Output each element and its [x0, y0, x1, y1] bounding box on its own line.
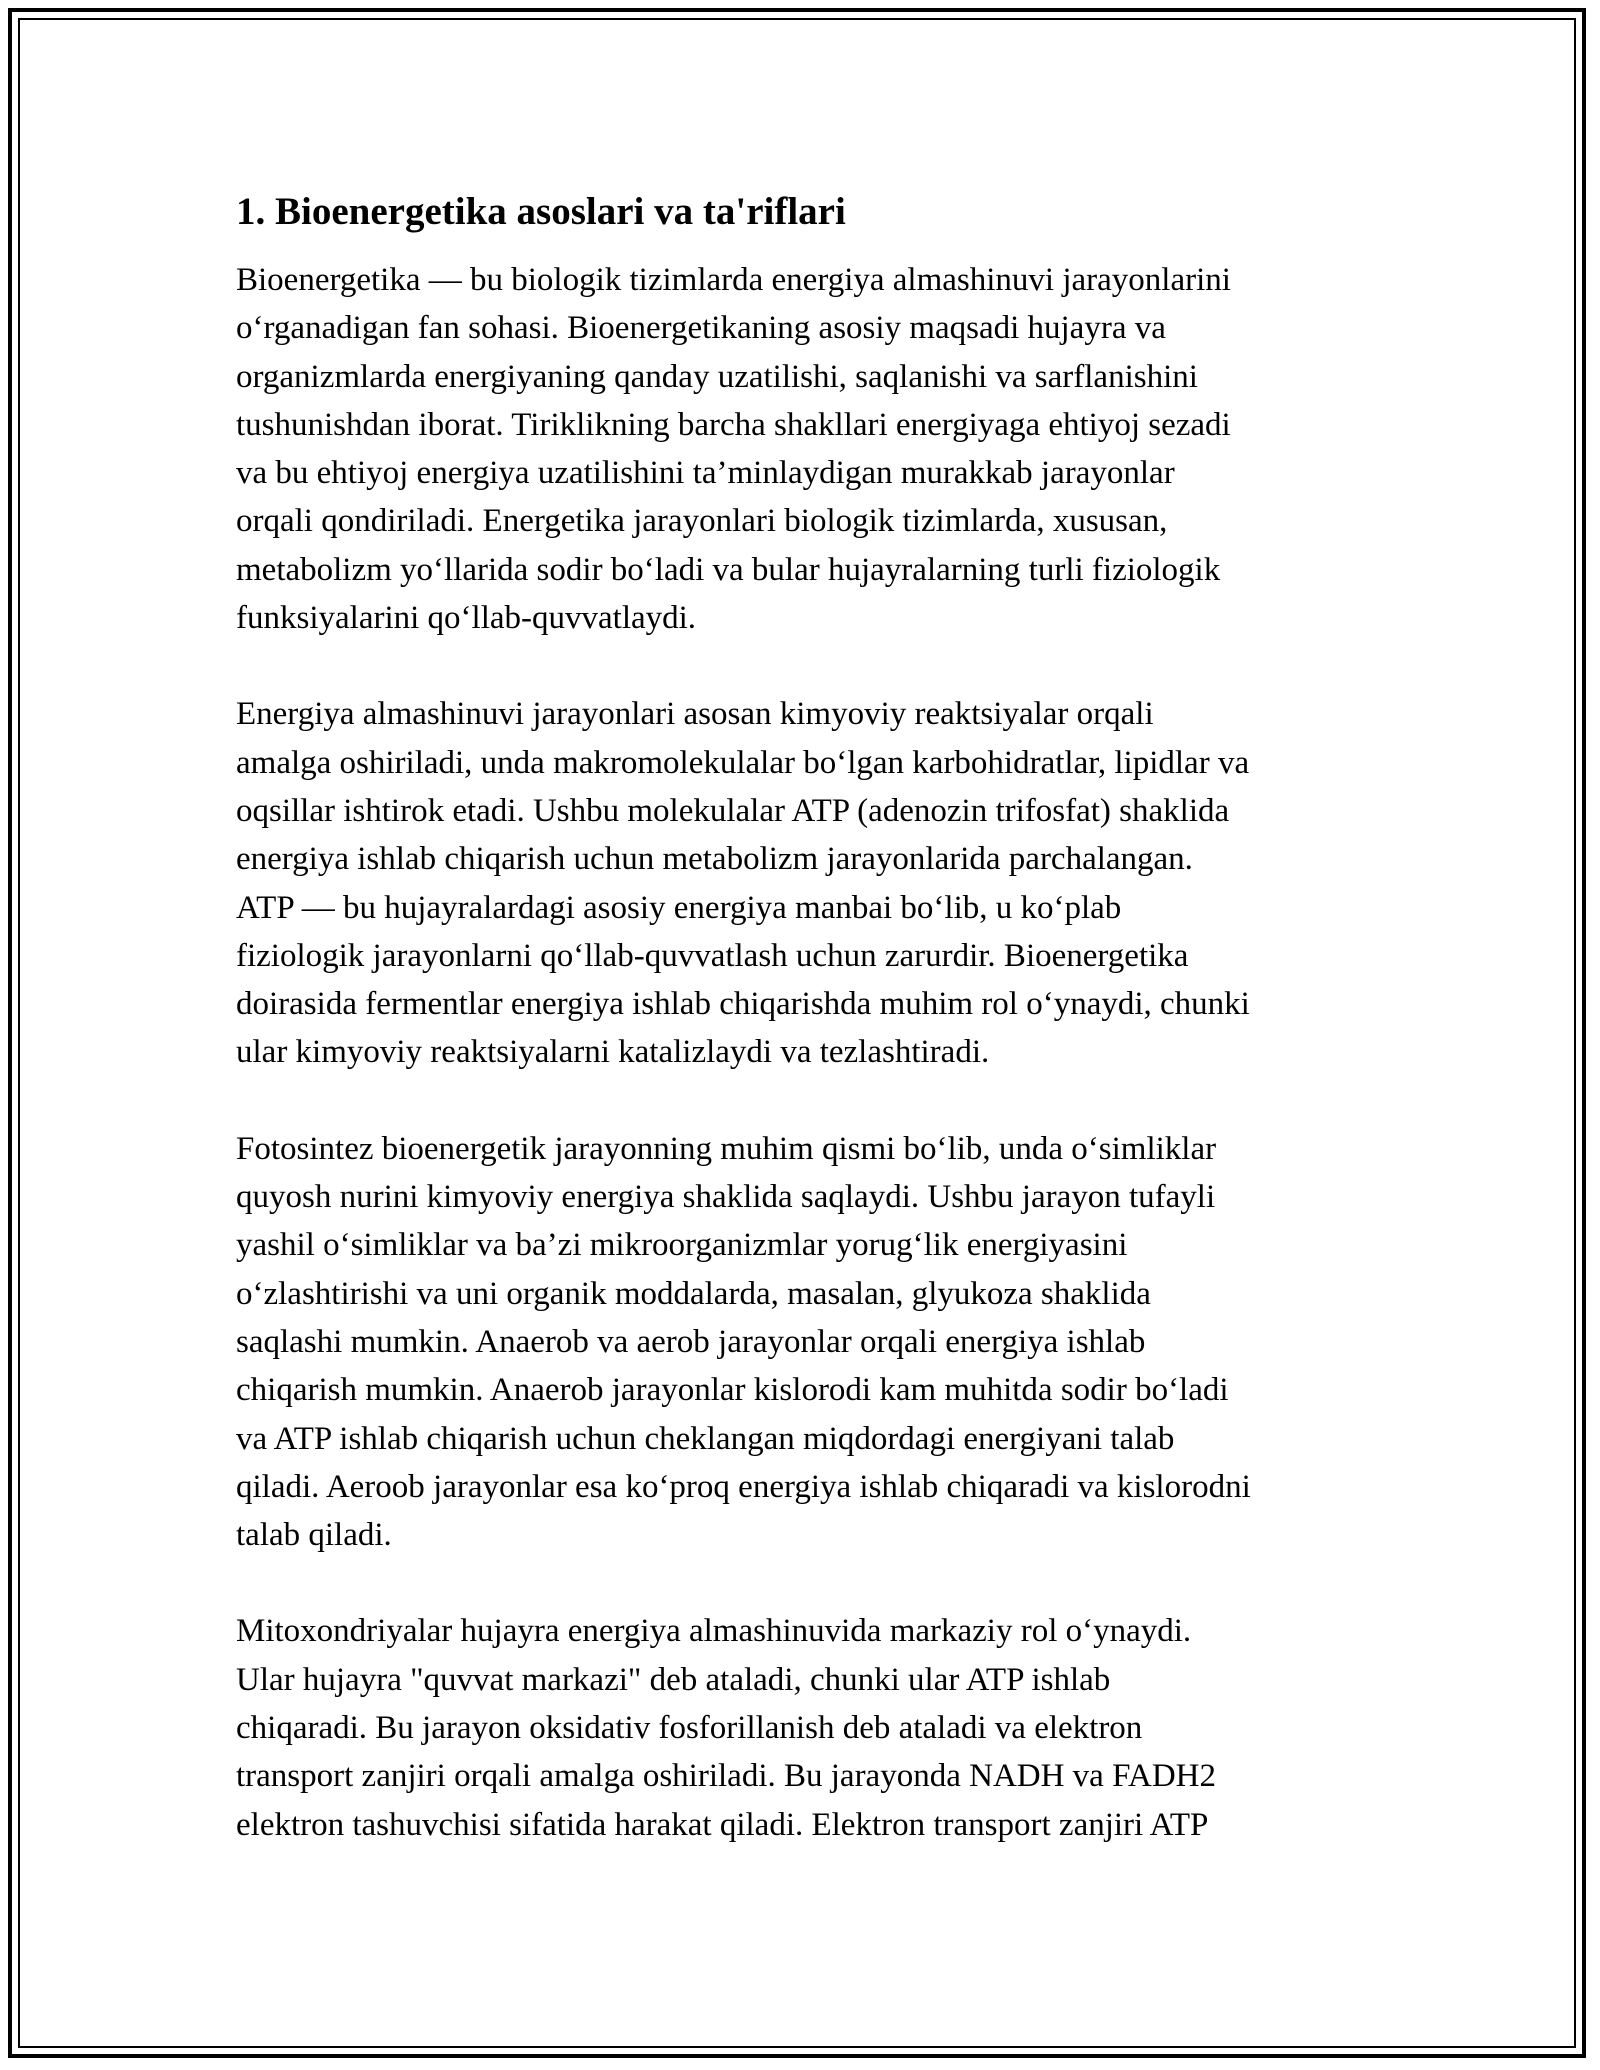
text-line: energiya ishlab chiqarish uchun metabolizm jarayonlarida parchalangan. — [236, 841, 1193, 878]
paragraph-3 — [236, 1125, 1376, 1560]
text-line: talab qiladi. — [236, 1517, 392, 1554]
text-line: organizmlarda energiyaning qanday uzatilishi, saqlanishi va sarflanishini — [236, 358, 1198, 395]
text-line: Bioenergetika — bu biologik tizimlarda energiya almashinuvi jarayonlarini — [236, 262, 1231, 298]
text-line: orqali qondiriladi. Energetika jarayonlari biologik tizimlarda, xususan, — [236, 503, 1168, 540]
text-line: quyosh nurini kimyoviy energiya shaklida saqlaydi. Ushbu jarayon tufayli — [236, 1179, 1216, 1216]
text-line: oqsillar ishtirok etadi. Ushbu molekulalar ATP (adenozin trifosfat) shaklida — [236, 792, 1230, 829]
text-line: chiqarish mumkin. Anaerob jarayonlar kislorodi kam muhitda sodir bo‘ladi — [236, 1372, 1229, 1409]
text-line: ular kimyoviy reaktsiyalarni katalizlaydi va tezlashtiradi. — [236, 1034, 990, 1071]
text-line: Energiya almashinuvi jarayonlari asosan kimyoviy reaktsiyalar orqali — [236, 696, 1154, 733]
section-title: 1. Bioenergetika asoslari va ta'riflari — [236, 190, 846, 233]
text-line: ATP — bu hujayralardagi asosiy energiya manbai bo‘lib, u ko‘plab — [236, 889, 1122, 926]
text-line: va bu ehtiyoj energiya uzatilishini ta’minlaydigan murakkab jarayonlar — [236, 455, 1175, 492]
text-line: Fotosintez bioenergetik jarayonning muhim qismi bo‘lib, unda o‘simliklar — [236, 1130, 1217, 1167]
text-line: doirasida fermentlar energiya ishlab chiqarishda muhim rol o‘ynaydi, chunki — [236, 986, 1250, 1023]
text-line: fiziologik jarayonlarni qo‘llab-quvvatlash uchun zarurdir. Bioenergetika — [236, 937, 1189, 974]
paragraph-4 — [236, 1607, 1376, 1848]
text-line: chiqaradi. Bu jarayon oksidativ fosforillanish deb ataladi va elektron — [236, 1710, 1143, 1747]
text-line: amalga oshiriladi, unda makromolekulalar bo‘lgan karbohidratlar, lipidlar va — [236, 744, 1250, 781]
text-line: tushunishdan iborat. Tiriklikning barcha shakllari energiyaga ehtiyoj sezadi — [236, 406, 1231, 443]
text-line: metabolizm yo‘llarida sodir bo‘ladi va bular hujayralarning turli fiziologik — [236, 551, 1221, 588]
paragraph-1 — [236, 256, 1376, 642]
text-line: transport zanjiri orqali amalga oshiriladi. Bu jarayonda NADH va FADH2 — [236, 1758, 1216, 1795]
text-line: qiladi. Aeroob jarayonlar esa ko‘proq energiya ishlab chiqaradi va kislorodni — [236, 1468, 1251, 1505]
text-line: o‘rganadigan fan sohasi. Bioenergetikaning asosiy maqsadi hujayra va — [236, 310, 1166, 347]
text-line: yashil o‘simliklar va ba’zi mikroorganizmlar yorug‘lik energiyasini — [236, 1227, 1128, 1264]
text-line: funksiyalarini qo‘llab-quvvatlaydi. — [236, 600, 697, 637]
paragraph-2 — [236, 690, 1376, 1076]
text-line: elektron tashuvchisi sifatida harakat qiladi. Elektron transport zanjiri ATP — [236, 1806, 1209, 1843]
text-line: o‘zlashtirishi va uni organik moddalarda, masalan, glyukoza shaklida — [236, 1275, 1151, 1312]
text-line: va ATP ishlab chiqarish uchun cheklangan miqdordagi energiyani talab — [236, 1420, 1175, 1457]
text-line: Mitoxondriyalar hujayra energiya almashinuvida markaziy rol o‘ynaydi. — [236, 1613, 1192, 1650]
text-line: saqlashi mumkin. Anaerob va aerob jarayonlar orqali energiya ishlab — [236, 1323, 1146, 1360]
document-body — [236, 186, 1376, 1897]
text-line: Ular hujayra "quvvat markazi" deb ataladi, chunki ular ATP ishlab — [236, 1661, 1111, 1698]
